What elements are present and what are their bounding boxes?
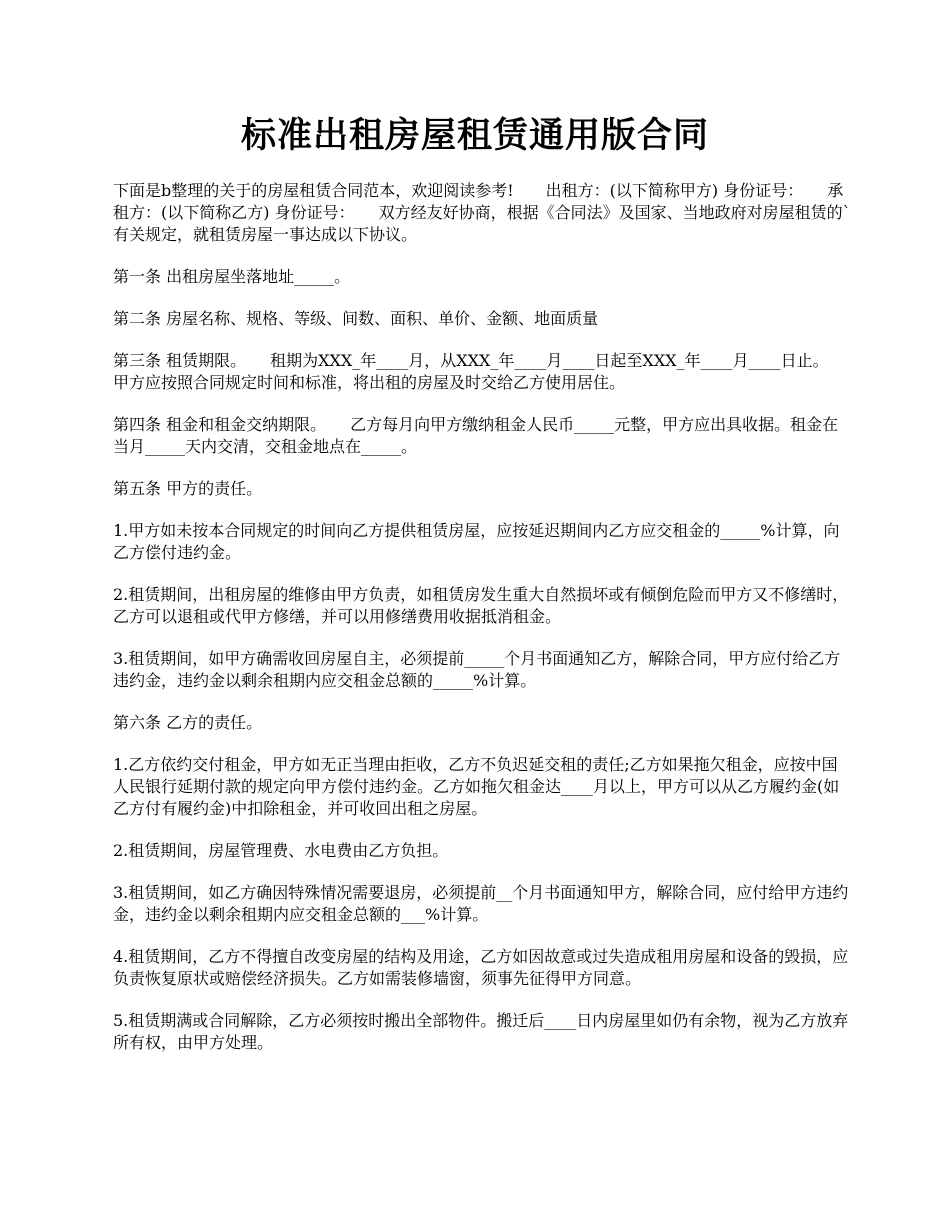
paragraph-article-6-item-3: 3.租赁期间，如乙方确因特殊情况需要退房，必须提前__个月书面通知甲方，解除合同，应付给甲方违约金，违约金以剩余租期内应交租金总额的___%计算。 <box>113 883 849 924</box>
paragraph-article-6-heading: 第六条 乙方的责任。 <box>113 713 263 732</box>
paragraph-article-2: 第二条 房屋名称、规格、等级、间数、面积、单价、金额、地面质量 <box>113 309 599 328</box>
paragraph-article-5-item-2: 2.租赁期间，出租房屋的维修由甲方负责，如租赁房发生重大自然损坏或有倾倒危险而甲方又不修缮时，乙方可以退租或代甲方修缮，并可以用修缮费用收据抵消租金。 <box>113 585 849 626</box>
paragraph-article-6-item-4: 4.租赁期间，乙方不得擅自改变房屋的结构及用途，乙方如因故意或过失造成租用房屋和设备的毁损，应负责恢复原状或赔偿经济损失。乙方如需装修墙窗，须事先征得甲方同意。 <box>113 947 849 988</box>
document-title: 标准出租房屋租赁通用版合同 <box>240 116 709 156</box>
paragraph-intro: 下面是b整理的关于的房屋租赁合同范本，欢迎阅读参考! 出租方：(以下简称甲方) 身份证号： 承租方：(以下简称乙方) 身份证号： 双方经友好协商，根据《合同法》及国家、当地政府对房屋租赁的`有关规定，就租赁房屋一事达成以下协议。 <box>113 181 851 244</box>
paragraph-article-6-item-5: 5.租赁期满或合同解除，乙方必须按时搬出全部物件。搬迁后____日内房屋里如仍有余物，视为乙方放弃所有权，由甲方处理。 <box>113 1011 849 1052</box>
paragraph-article-6-item-1: 1.乙方依约交付租金，甲方如无正当理由拒收，乙方不负迟延交租的责任;乙方如果拖欠租金，应按中国人民银行延期付款的规定向甲方偿付违约金。乙方如拖欠租金达____月以上，甲方可以从乙方履约金(如乙方付有履约金)中扣除租金，并可收回出租之房屋。 <box>113 755 840 818</box>
paragraph-article-5-item-1: 1.甲方如未按本合同规定的时间向乙方提供租赁房屋，应按延迟期间内乙方应交租金的_____%计算，向乙方偿付违约金。 <box>113 521 840 562</box>
paragraph-article-4: 第四条 租金和租金交纳期限。 乙方每月向甲方缴纳租金人民币_____元整，甲方应出具收据。租金在当月_____天内交清，交租金地点在_____。 <box>113 415 839 456</box>
paragraph-article-1: 第一条 出租房屋坐落地址_____。 <box>113 267 351 286</box>
paragraph-article-5-heading: 第五条 甲方的责任。 <box>113 479 263 498</box>
paragraph-article-5-item-3: 3.租赁期间，如甲方确需收回房屋自主，必须提前_____个月书面通知乙方，解除合同，甲方应付给乙方违约金，违约金以剩余租期内应交租金总额的_____%计算。 <box>113 649 841 690</box>
document-body <box>113 180 853 1074</box>
paragraph-article-6-item-2: 2.租赁期间，房屋管理费、水电费由乙方负担。 <box>113 841 449 860</box>
paragraph-article-3: 第三条 租赁期限。 租期为XXX_年____月，从XXX_年____月____日起至XXX_年____月____日止。 甲方应按照合同规定时间和标准，将出租的房屋及时交给乙方使用居住。 <box>113 351 853 392</box>
